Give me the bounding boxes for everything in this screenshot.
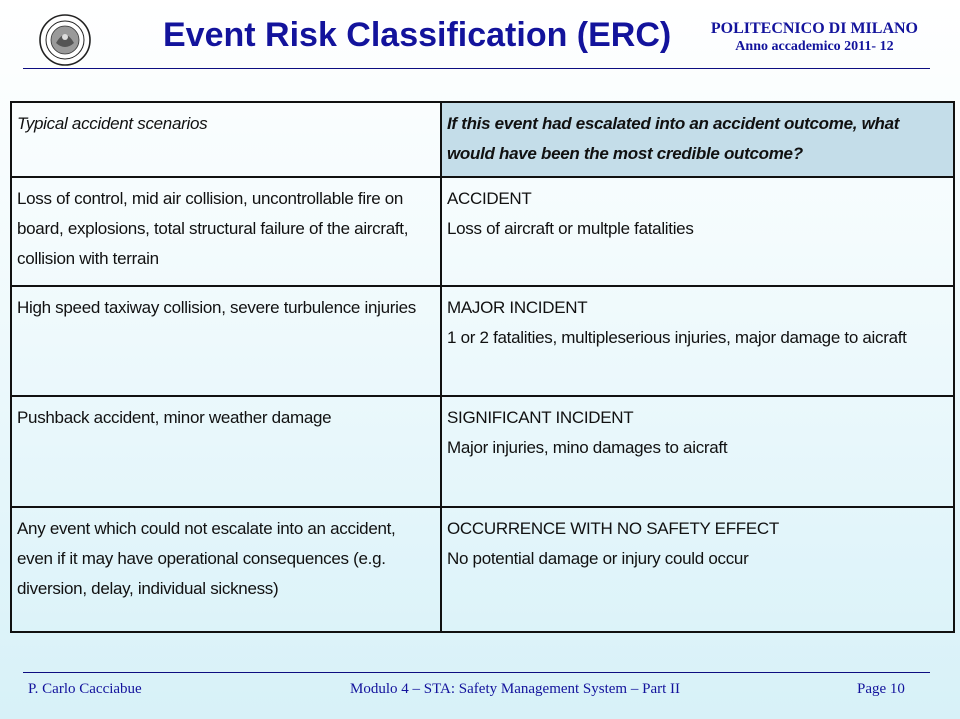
- outcome-cell: [441, 507, 954, 632]
- outcome-description: 1 or 2 fatalities, multipleserious injuries, major damage to aicraft: [447, 328, 907, 348]
- academic-year: Anno accademico 2011- 12: [735, 39, 894, 54]
- footer-page-number: Page 10: [857, 681, 905, 697]
- institution-block: [711, 20, 918, 55]
- page-title: Event Risk Classification (ERC): [163, 16, 672, 54]
- table-row: [11, 396, 954, 507]
- classification-label: SIGNIFICANT INCIDENT: [447, 408, 634, 428]
- scenario-cell: Pushback accident, minor weather damage: [11, 396, 441, 507]
- footer-module: Modulo 4 – STA: Safety Management System – Part II: [350, 681, 681, 697]
- politecnico-seal-icon: [38, 13, 92, 67]
- table-row: [11, 507, 954, 632]
- table-header-row: [11, 102, 954, 177]
- outcome-cell: [441, 396, 954, 507]
- scenario-cell: Loss of control, mid air collision, uncontrollable fire on board, explosions, total structural failure of the aircraft, collision with terrain: [11, 177, 441, 287]
- table-row: [11, 177, 954, 287]
- outcome-cell: [441, 286, 954, 396]
- footer-author: P. Carlo Cacciabue: [28, 681, 142, 697]
- scenario-column-header: Typical accident scenarios: [11, 102, 441, 177]
- footer-divider: [23, 672, 930, 673]
- outcome-description: No potential damage or injury could occur: [447, 549, 749, 569]
- classification-label: ACCIDENT: [447, 188, 532, 208]
- institution-name: POLITECNICO DI MILANO: [710, 20, 918, 37]
- classification-label: OCCURRENCE WITH NO SAFETY EFFECT: [447, 519, 779, 539]
- erc-table: [10, 101, 955, 633]
- scenario-cell: Any event which could not escalate into an accident, even if it may have operational consequences (e.g. diversion, delay, individual sickness): [11, 507, 441, 632]
- outcome-cell: [441, 177, 954, 287]
- outcome-description: Major injuries, mino damages to aicraft: [447, 438, 728, 458]
- header-divider: [23, 68, 930, 69]
- table-row: [11, 286, 954, 396]
- outcome-description: Loss of aircraft or multple fatalities: [447, 218, 694, 238]
- classification-label: MAJOR INCIDENT: [447, 298, 588, 318]
- scenario-cell: High speed taxiway collision, severe turbulence injuries: [11, 286, 441, 396]
- outcome-column-header: If this event had escalated into an accident outcome, what would have been the most credible outcome?: [441, 102, 954, 177]
